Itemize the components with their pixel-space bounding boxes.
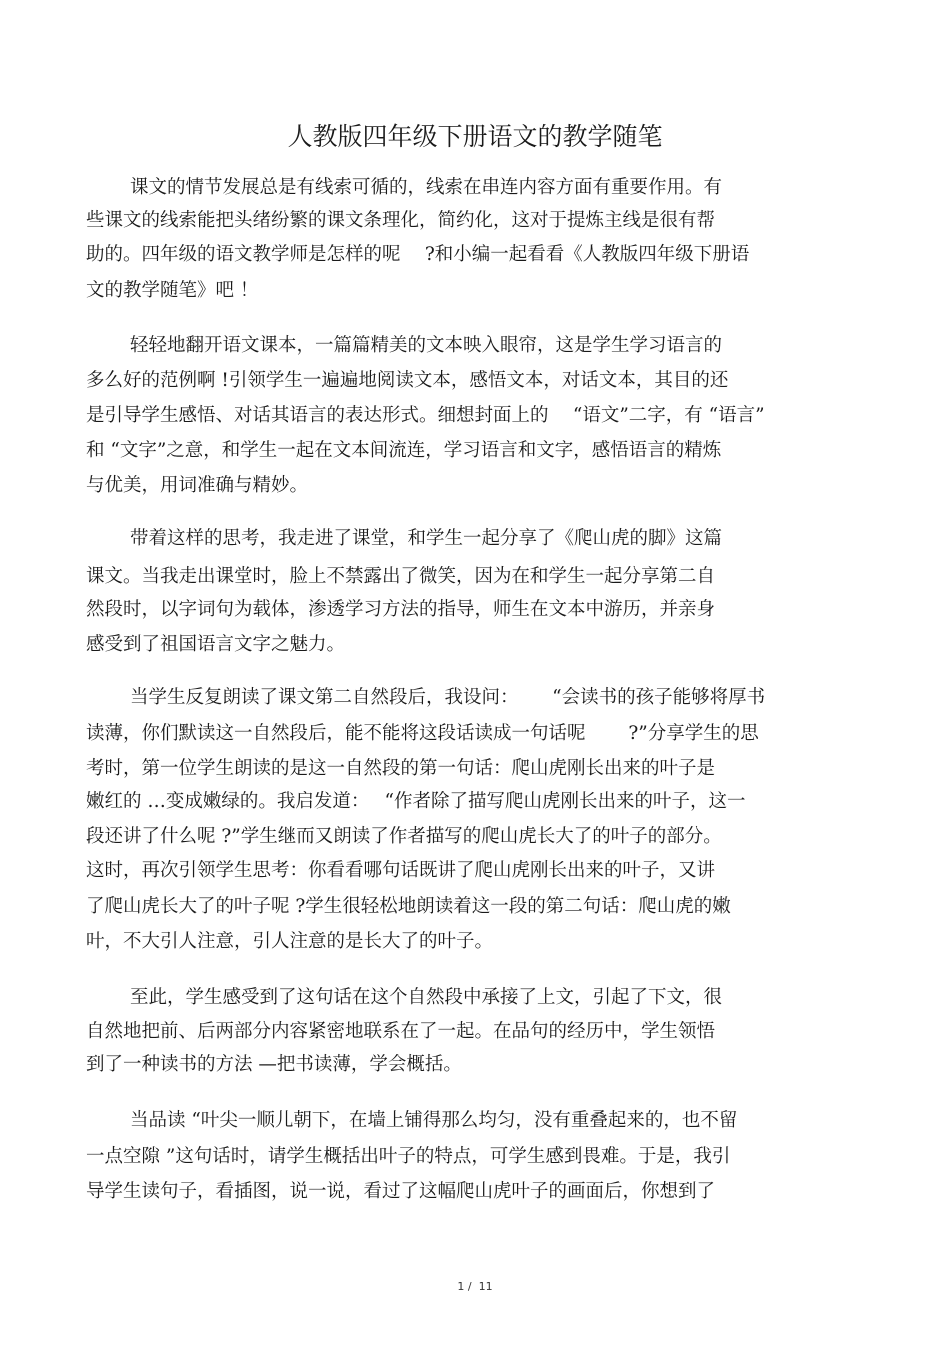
paragraph-5-line-3: 到了一种读书的方法 —把书读薄，学会概括。: [86, 1054, 462, 1075]
paragraph-1-line-3: 助的。四年级的语文教学师是怎样的呢 ?和小编一起看看《人教版四年级下册语: [86, 244, 750, 265]
paragraph-6-line-1: 当品读 “叶尖一顺儿朝下，在墙上铺得那么均匀，没有重叠起来的，也不留: [130, 1110, 738, 1131]
paragraph-6-line-3: 导学生读句子，看插图，说一说，看过了这幅爬山虎叶子的画面后，你想到了: [86, 1181, 716, 1202]
page-number: 1 / 11: [457, 1280, 493, 1293]
paragraph-3-line-4: 感受到了祖国语言文字之魅力。: [86, 634, 346, 655]
paragraph-2-line-1: 轻轻地翻开语文课本，一篇篇精美的文本映入眼帘，这是学生学习语言的: [130, 335, 723, 356]
paragraph-3-line-2: 课文。当我走出课堂时，脸上不禁露出了微笑，因为在和学生一起分享第二自: [86, 566, 716, 587]
paragraph-4-line-5: 段还讲了什么呢 ?”学生继而又朗读了作者描写的爬山虎长大了的叶子的部分。: [86, 826, 722, 847]
paragraph-4-line-7: 了爬山虎长大了的叶子呢 ?学生很轻松地朗读着这一段的第二句话：爬山虎的嫩: [86, 896, 731, 917]
paragraph-5-line-2: 自然地把前、后两部分内容紧密地联系在了一起。在品句的经历中，学生领悟: [86, 1021, 716, 1042]
paragraph-2-line-4: 和 “文字”之意，和学生一起在文本间流连，学习语言和文字，感悟语言的精炼: [86, 440, 722, 461]
paragraph-2-line-5: 与优美，用词准确与精妙。: [86, 475, 309, 496]
paragraph-4-line-6: 这时，再次引领学生思考：你看看哪句话既讲了爬山虎刚长出来的叶子，又讲: [86, 860, 716, 881]
document-title: 人教版四年级下册语文的教学随笔: [287, 122, 663, 151]
paragraph-6-line-2: 一点空隙 ”这句话时，请学生概括出叶子的特点，可学生感到畏难。于是，我引: [86, 1146, 731, 1167]
paragraph-1-line-4: 文的教学随笔》吧 ！: [86, 280, 259, 301]
paragraph-4-line-4: 嫩红的 …变成嫩绿的。我启发道： “作者除了描写爬山虎刚长出来的叶子，这一: [86, 791, 746, 812]
paragraph-2-line-2: 多么好的范例啊 !引领学生一遍遍地阅读文本，感悟文本，对话文本，其目的还: [86, 370, 729, 391]
paragraph-2-line-3: 是引导学生感悟、对话其语言的表达形式。细想封面上的 “语文”二字，有 “语言”: [86, 405, 765, 426]
paragraph-4-line-3: 考时，第一位学生朗读的是这一自然段的第一句话：爬山虎刚长出来的叶子是: [86, 758, 716, 779]
paragraph-3-line-1: 带着这样的思考，我走进了课堂，和学生一起分享了《爬山虎的脚》这篇: [130, 528, 723, 549]
paragraph-4-line-8: 叶，不大引人注意，引人注意的是长大了的叶子。: [86, 931, 494, 952]
paragraph-4-line-1: 当学生反复朗读了课文第二自然段后，我设问： “会读书的孩子能够将厚书: [130, 687, 766, 708]
paragraph-3-line-3: 然段时，以字词句为载体，渗透学习方法的指导，师生在文本中游历，并亲身: [86, 599, 716, 620]
paragraph-1-line-1: 课文的情节发展总是有线索可循的，线索在串连内容方面有重要作用。有: [130, 177, 723, 198]
paragraph-4-line-2: 读薄，你们默读这一自然段后，能不能将这段话读成一句话呢 ?”分享学生的思: [86, 723, 759, 744]
paragraph-1-line-2: 些课文的线索能把头绪纷繁的课文条理化，简约化，这对于提炼主线是很有帮: [86, 210, 716, 231]
paragraph-5-line-1: 至此，学生感受到了这句话在这个自然段中承接了上文，引起了下文，很: [130, 987, 723, 1008]
